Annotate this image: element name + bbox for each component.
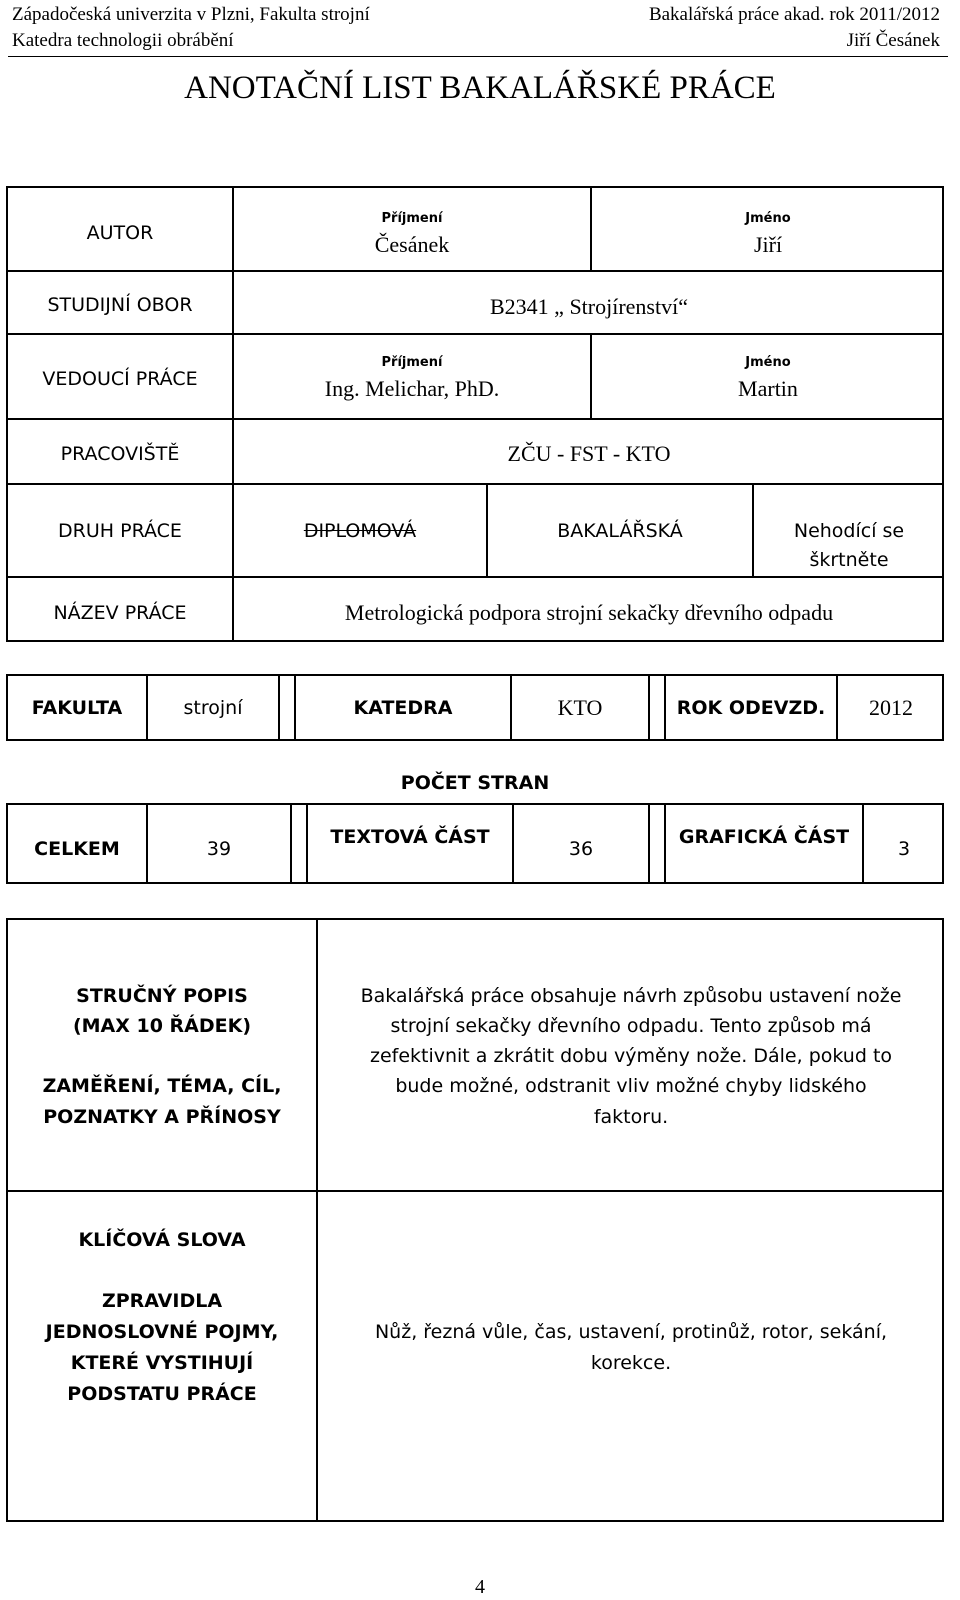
- keywords-label-line3: JEDNOSLOVNÉ POJMY,: [45, 1321, 279, 1343]
- row-divider: [6, 418, 944, 420]
- department-value: KTO: [557, 695, 603, 720]
- summary-label-line2: (MAX 10 ŘÁDEK): [72, 1015, 252, 1037]
- row-divider: [6, 333, 944, 335]
- summary-text-line: zefektivnit a zkrátit dobu výměny nože. Dále, pokud to: [369, 1045, 893, 1067]
- work-type-label: DRUH PRÁCE: [58, 520, 182, 542]
- study-label: STUDIJNÍ OBOR: [47, 294, 193, 316]
- header-right-line2: Jiří Česánek: [846, 30, 940, 51]
- header-left-line1: Západočeská univerzita v Plzni, Fakulta strojní: [12, 4, 370, 25]
- author-surname: Česánek: [374, 232, 450, 257]
- year-value: 2012: [869, 695, 913, 720]
- header-rule: [8, 56, 948, 57]
- summary-text-line: faktoru.: [593, 1106, 669, 1128]
- col-divider: [648, 674, 650, 741]
- faculty-value: strojní: [183, 697, 243, 719]
- faculty-label: FAKULTA: [31, 697, 123, 719]
- page-number: 4: [475, 1576, 485, 1598]
- row-divider: [6, 270, 944, 272]
- pages-total-value: 39: [206, 838, 232, 860]
- work-type-option-bachelor: BAKALÁŘSKÁ: [557, 520, 683, 542]
- keywords-text-line2: korekce.: [590, 1352, 672, 1374]
- row-divider: [6, 483, 944, 485]
- supervisor-name-label: Jméno: [745, 355, 791, 370]
- header-left-line2: Katedra technologii obrábění: [12, 30, 234, 51]
- pages-text-label: TEXTOVÁ ČÁST: [330, 826, 490, 848]
- summary-text-line: strojní sekačky dřevního odpadu. Tento způsob má: [390, 1015, 872, 1037]
- work-type-option-diploma: DIPLOMOVÁ: [303, 520, 417, 542]
- pages-graphic-label: GRAFICKÁ ČÁST: [678, 826, 850, 848]
- col-divider: [648, 803, 650, 884]
- author-name-label: Jméno: [745, 211, 791, 226]
- keywords-label-line2: ZPRAVIDLA: [101, 1290, 223, 1312]
- supervisor-surname: Ing. Melichar, PhD.: [324, 376, 500, 401]
- keywords-label-line5: PODSTATU PRÁCE: [67, 1383, 257, 1405]
- row-divider: [6, 576, 944, 578]
- supervisor-surname-label: Příjmení: [381, 355, 443, 370]
- work-title-value: Metrologická podpora strojní sekačky dřevního odpadu: [344, 600, 834, 625]
- pages-graphic-value: 3: [897, 838, 911, 860]
- header-right-line1: Bakalářská práce akad. rok 2011/2012: [648, 4, 940, 25]
- col-divider: [290, 803, 292, 884]
- author-label: AUTOR: [86, 222, 154, 244]
- keywords-label-line1: KLÍČOVÁ SLOVA: [78, 1229, 246, 1251]
- author-surname-label: Příjmení: [381, 211, 443, 226]
- supervisor-name: Martin: [738, 376, 798, 401]
- workplace-value: ZČU - FST - KTO: [507, 441, 671, 466]
- pages-text-value: 36: [568, 838, 594, 860]
- summary-label-line4: POZNATKY A PŘÍNOSY: [43, 1106, 281, 1128]
- work-type-note-line2: škrtněte: [809, 549, 889, 571]
- keywords-text-line1: Nůž, řezná vůle, čas, ustavení, protinůž, rotor, sekání,: [374, 1321, 888, 1343]
- summary-label-line1: STRUČNÝ POPIS: [76, 985, 248, 1007]
- supervisor-label: VEDOUCÍ PRÁCE: [42, 368, 198, 390]
- summary-text-line: bude možné, odstranit vliv možné chyby lidského: [395, 1075, 867, 1097]
- department-label: KATEDRA: [353, 697, 453, 719]
- page-title: ANOTAČNÍ LIST BAKALÁŘSKÉ PRÁCE: [184, 70, 776, 106]
- pages-total-label: CELKEM: [34, 838, 120, 860]
- pages-heading: POČET STRAN: [400, 772, 550, 794]
- summary-text-line: Bakalářská práce obsahuje návrh způsobu ustavení nože: [360, 985, 902, 1007]
- work-type-note-line1: Nehodící se: [793, 520, 905, 542]
- study-value: B2341 „ Strojírenství“: [490, 294, 688, 319]
- workplace-label: PRACOVIŠTĚ: [60, 443, 180, 465]
- author-name: Jiří: [753, 232, 783, 257]
- year-label: ROK ODEVZD.: [676, 697, 826, 719]
- work-title-label: NÁZEV PRÁCE: [53, 602, 187, 624]
- keywords-label-line4: KTERÉ VYSTIHUJÍ: [70, 1352, 254, 1374]
- summary-label-line3: ZAMĚŘENÍ, TÉMA, CÍL,: [42, 1075, 282, 1097]
- col-divider: [278, 674, 280, 741]
